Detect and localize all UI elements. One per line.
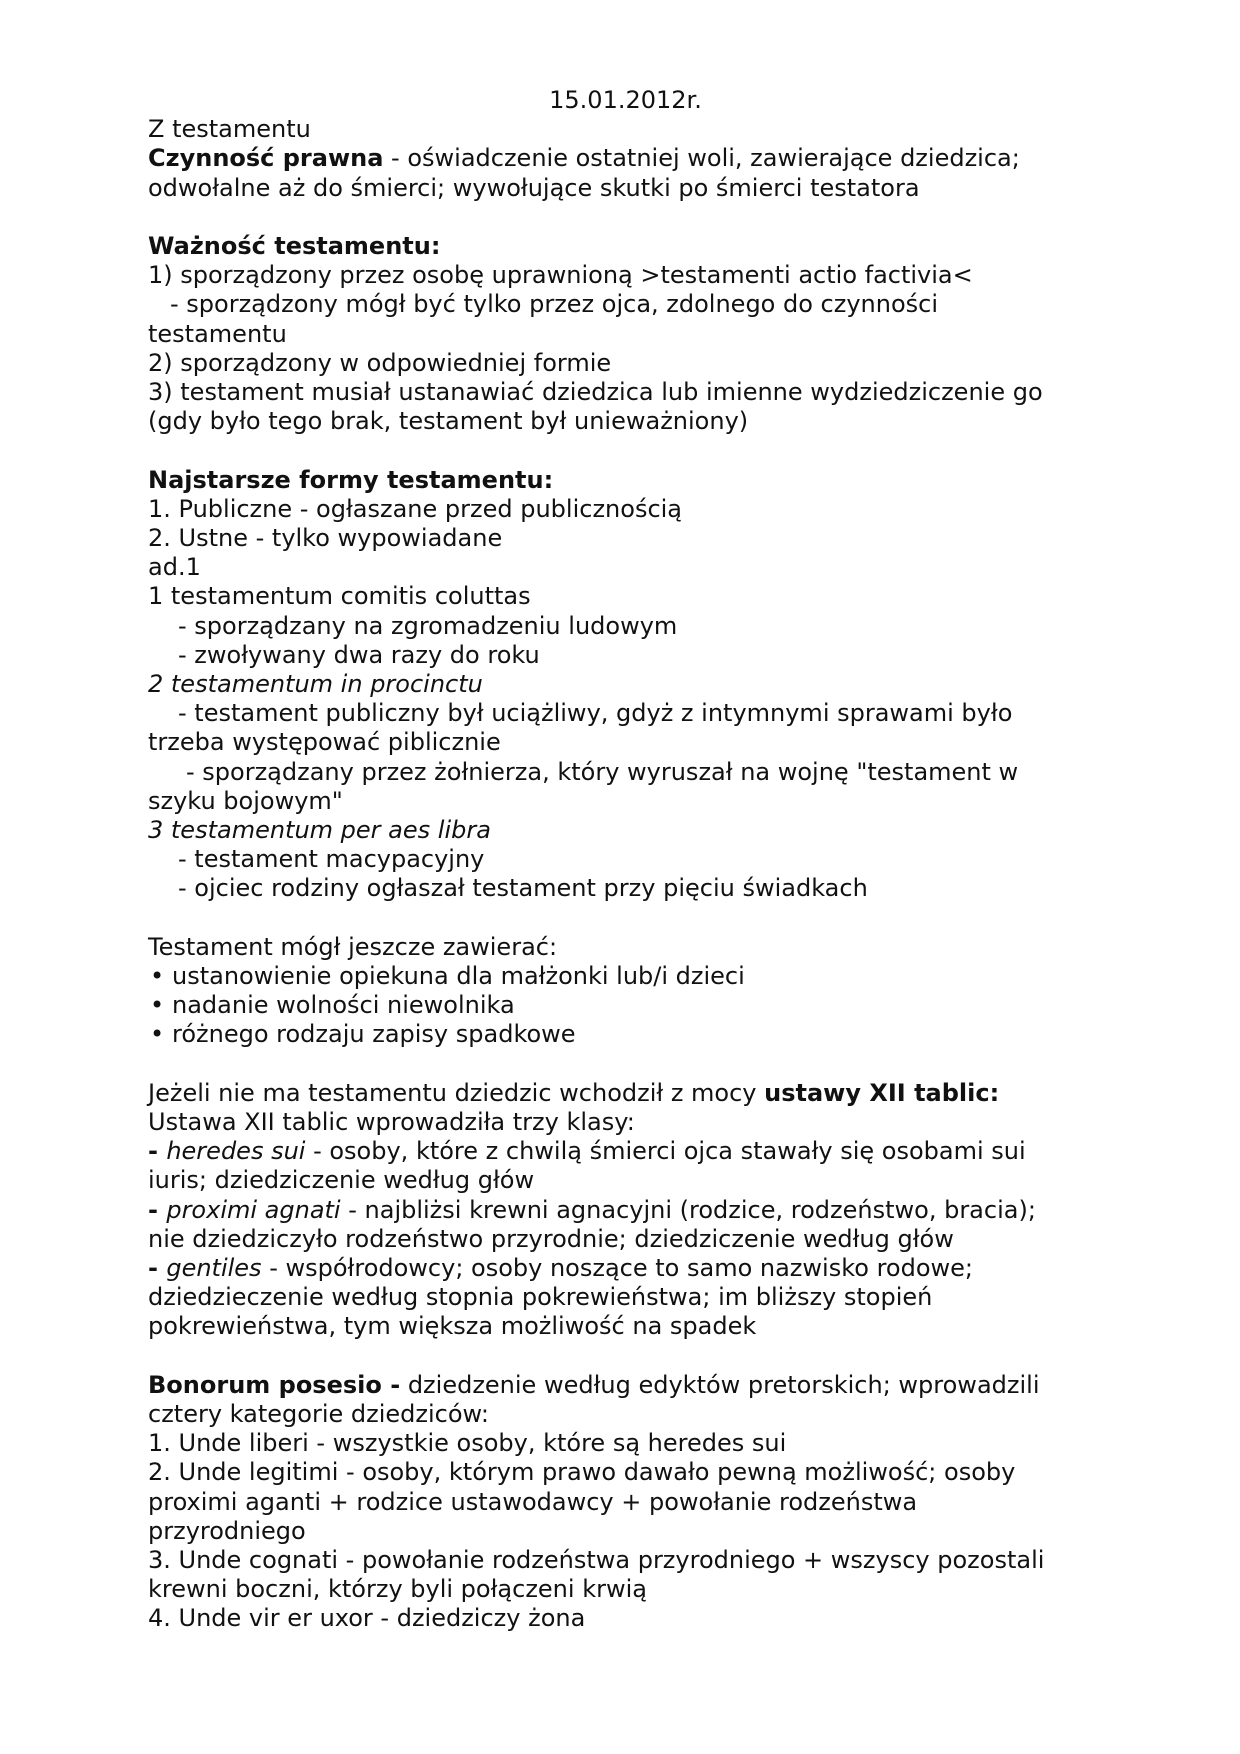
bullet-icon: • bbox=[150, 1020, 165, 1049]
statute-intro-text: Jeżeli nie ma testamentu dziedzic wchodził z mocy bbox=[148, 1078, 765, 1107]
spacer bbox=[148, 1050, 1108, 1079]
class-gentiles-cont: pokrewieństwa, tym większa możliwość na spadek bbox=[148, 1312, 757, 1341]
spacer bbox=[148, 1342, 1108, 1371]
form-2-detail: trzeba występować piblicznie bbox=[148, 728, 501, 757]
extra-title: Testament mógł jeszcze zawierać: bbox=[148, 932, 558, 961]
extra-bullet-item bbox=[148, 991, 1108, 1020]
bonorum-category: przyrodniego bbox=[148, 1516, 306, 1545]
class-term: gentiles bbox=[166, 1254, 262, 1283]
bonorum-category: 3. Unde cognati - powołanie rodzeństwa przyrodniego + wszyscy pozostali bbox=[148, 1546, 1045, 1575]
extra-item-text: różnego rodzaju zapisy spadkowe bbox=[172, 1020, 576, 1049]
validity-line: (gdy było tego brak, testament był unieważniony) bbox=[148, 407, 749, 436]
class-dash: - bbox=[148, 1254, 167, 1283]
form-1-detail: - zwoływany dwa razy do roku bbox=[178, 640, 540, 669]
form-2-detail: szyku bojowym" bbox=[148, 786, 343, 815]
extra-item-text: nadanie wolności niewolnika bbox=[172, 991, 515, 1020]
bonorum-category: krewni boczni, którzy byli połączeni krwią bbox=[148, 1575, 647, 1604]
spacer bbox=[148, 203, 1108, 232]
class-text: - osoby, które z chwilą śmierci ojca stawały się osobami sui bbox=[305, 1137, 1026, 1166]
class-text: - współrodowcy; osoby noszące to samo nazwisko rodowe; bbox=[261, 1254, 973, 1283]
form-1-title: 1 testamentum comitis coluttas bbox=[148, 582, 531, 611]
statute-name: ustawy XII tablic: bbox=[764, 1078, 1000, 1107]
form-2-detail: - testament publiczny był uciążliwy, gdyż z intymnymi sprawami było bbox=[178, 699, 1013, 728]
class-dash: - bbox=[148, 1137, 167, 1166]
definition-text: - oświadczenie ostatniej woli, zawierające dziedzica; bbox=[383, 144, 1020, 173]
class-gentiles bbox=[148, 1254, 1108, 1283]
bonorum-category: 2. Unde legitimi - osoby, którym prawo dawało pewną możliwość; osoby bbox=[148, 1458, 1016, 1487]
oldest-forms-title: Najstarsze formy testamentu: bbox=[148, 465, 554, 494]
document-heading: Z testamentu bbox=[148, 115, 311, 144]
validity-line: 1) sporządzony przez osobę uprawnioną >testamenti actio factivia< bbox=[148, 261, 973, 290]
oldest-forms-line: 1. Publiczne - ogłaszane przed publicznością bbox=[148, 494, 683, 523]
bonorum-line-2: cztery kategorie dziedziców: bbox=[148, 1400, 489, 1429]
bullet-icon: • bbox=[150, 991, 165, 1020]
definition-line-2: odwołalne aż do śmierci; wywołujące skutki po śmierci testatora bbox=[148, 173, 920, 202]
document-page bbox=[148, 86, 1108, 1634]
class-gentiles-cont: dziedzieczenie według stopnia pokrewieństwa; im bliższy stopień bbox=[148, 1283, 933, 1312]
validity-title: Ważność testamentu: bbox=[148, 232, 441, 260]
statute-classes-intro: Ustawa XII tablic wprowadziła trzy klasy: bbox=[148, 1108, 635, 1137]
bonorum-line-1 bbox=[148, 1371, 1108, 1400]
bonorum-category: 1. Unde liberi - wszystkie osoby, które są heredes sui bbox=[148, 1429, 787, 1458]
extra-item-text: ustanowienie opiekuna dla małżonki lub/i dzieci bbox=[172, 962, 745, 991]
oldest-forms-line: 2. Ustne - tylko wypowiadane bbox=[148, 524, 503, 553]
class-dash: - bbox=[148, 1195, 167, 1224]
class-term: proximi agnati bbox=[166, 1195, 341, 1224]
form-2-title: 2 testamentum in procinctu bbox=[148, 670, 483, 699]
document-date: 15.01.2012r. bbox=[549, 86, 702, 114]
form-1-detail: - sporządzany na zgromadzeniu ludowym bbox=[178, 611, 678, 640]
class-proximi-agnati bbox=[148, 1196, 1108, 1225]
class-proximi-agnati-cont: nie dziedziczyło rodzeństwo przyrodnie; dziedziczenie według głów bbox=[148, 1224, 954, 1253]
class-term: heredes sui bbox=[166, 1137, 306, 1166]
class-heredes-sui-cont: iuris; dziedziczenie według głów bbox=[148, 1166, 535, 1195]
form-3-detail: - ojciec rodziny ogłaszał testament przy pięciu świadkach bbox=[178, 874, 868, 903]
definition-line-1 bbox=[148, 144, 1108, 173]
statute-intro bbox=[148, 1079, 1108, 1108]
validity-line: testamentu bbox=[148, 319, 287, 348]
bonorum-category: proximi aganti + rodzice ustawodawcy + powołanie rodzeństwa bbox=[148, 1487, 918, 1516]
bonorum-text: dziedzenie według edyktów pretorskich; wprowadzili bbox=[400, 1370, 1040, 1399]
form-3-detail: - testament macypacyjny bbox=[178, 845, 485, 874]
definition-term: Czynność prawna bbox=[148, 144, 384, 173]
bonorum-category: 4. Unde vir er uxor - dziedziczy żona bbox=[148, 1604, 586, 1633]
spacer bbox=[148, 904, 1108, 933]
form-2-detail: - sporządzany przez żołnierza, który wyruszał na wojnę "testament w bbox=[186, 757, 1019, 786]
form-3-title: 3 testamentum per aes libra bbox=[148, 816, 491, 845]
extra-bullet-item bbox=[148, 962, 1108, 991]
class-text: - najbliżsi krewni agnacyjni (rodzice, rodzeństwo, bracia); bbox=[340, 1195, 1036, 1224]
extra-bullet-item bbox=[148, 1020, 1108, 1049]
spacer bbox=[148, 436, 1108, 465]
bullet-icon: • bbox=[150, 962, 165, 991]
validity-line: 2) sporządzony w odpowiedniej formie bbox=[148, 348, 612, 377]
class-heredes-sui bbox=[148, 1137, 1108, 1166]
oldest-forms-line: ad.1 bbox=[148, 553, 201, 582]
bonorum-term: Bonorum posesio - bbox=[148, 1370, 401, 1399]
validity-line: 3) testament musiał ustanawiać dziedzica lub imienne wydziedziczenie go bbox=[148, 378, 1043, 407]
validity-line: - sporządzony mógł być tylko przez ojca, zdolnego do czynności bbox=[170, 290, 939, 319]
